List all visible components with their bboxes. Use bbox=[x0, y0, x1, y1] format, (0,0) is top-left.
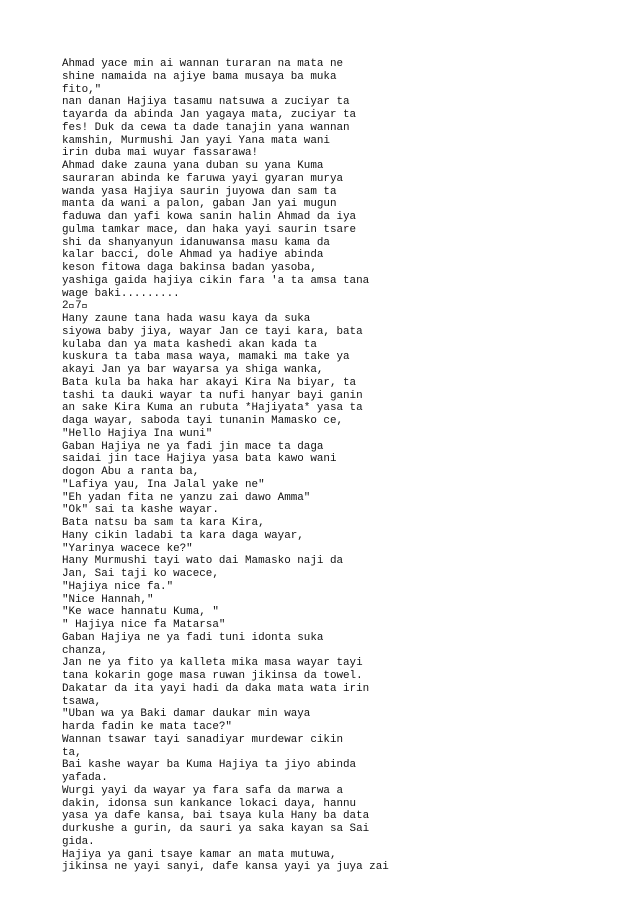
text-line: kamshin, Murmushi Jan yayi Yana mata wani bbox=[62, 134, 330, 147]
text-line: tana kokarin goge masa ruwan jikinsa da towel. bbox=[62, 670, 363, 682]
text-line: "Yarinya wacece ke?" bbox=[62, 542, 193, 555]
text-line: Wannan tsawar tayi sanadiyar murdewar cikin bbox=[62, 733, 344, 746]
text-line: Gaban Hajiya ne ya fadi jin mace ta daga bbox=[62, 440, 324, 453]
text-line: "Ok" sai ta kashe wayar. bbox=[62, 504, 219, 517]
text-line: gulma tamkar mace, dan haka yayi saurin tsare bbox=[62, 223, 357, 236]
text-line: sauraran abinda ke faruwa yayi gyaran murya bbox=[62, 172, 344, 185]
text-line: shine namaida na ajiye bama musaya ba muka bbox=[62, 70, 337, 83]
text-line: an sake Kira Kuma an rubuta *Hajiyata* yasa ta bbox=[62, 402, 363, 415]
text-line: Hany cikin ladabi ta kara daga wayar, bbox=[62, 529, 304, 542]
text-line: 2⃣7⃣ bbox=[62, 300, 89, 313]
text-line: wage baki......... bbox=[62, 287, 180, 300]
text-line: jikinsa ne yayi sanyi, dafe kansa yayi ya juya zai bbox=[62, 861, 389, 874]
text-line: dakin, idonsa sun kankance lokaci daya, hannu bbox=[62, 797, 357, 810]
text-line: dogon Abu a ranta ba, bbox=[62, 466, 200, 478]
text-line: wanda yasa Hajiya saurin juyowa dan sam ta bbox=[62, 185, 337, 198]
text-line: Gaban Hajiya ne ya fadi tuni idonta suka bbox=[62, 631, 324, 644]
text-line: Bata kula ba haka har akayi Kira Na biyar, ta bbox=[62, 376, 357, 389]
text-line: "Nice Hannah," bbox=[62, 593, 154, 606]
text-line: Wurgi yayi da wayar ya fara safa da marwa a bbox=[62, 784, 344, 797]
text-line: saidai jin tace Hajiya yasa bata kawo wani bbox=[62, 453, 337, 466]
text-line: "Ke wace hannatu Kuma, " bbox=[62, 606, 219, 619]
text-line: "Hello Hajiya Ina wuni" bbox=[62, 427, 213, 440]
text-line: manta da wani a palon, gaban Jan yai mugun bbox=[62, 198, 337, 211]
text-line: Hajiya ya gani tsaye kamar an mata mutuwa, bbox=[62, 848, 337, 861]
text-line: akayi Jan ya bar wayarsa ya shiga wanka, bbox=[62, 364, 324, 376]
text-line: faduwa dan yafi kowa sanin halin Ahmad da iya bbox=[62, 211, 357, 223]
text-line: "Uban wa ya Baki damar daukar min waya bbox=[62, 708, 311, 721]
text-line: kuskura ta taba masa waya, mamaki ma take ya bbox=[62, 351, 350, 364]
text-line: Bai kashe wayar ba Kuma Hajiya ta jiyo abinda bbox=[62, 759, 357, 772]
text-line: ta, bbox=[62, 746, 82, 759]
story-text bbox=[62, 58, 622, 874]
text-line: Dakatar da ita yayi hadi da daka mata wata irin bbox=[62, 682, 370, 695]
text-line: daga wayar, saboda tayi tunanin Mamasko ce, bbox=[62, 415, 344, 427]
text-line: "Hajiya nice fa." bbox=[62, 580, 174, 593]
text-line: Jan ne ya fito ya kalleta mika masa wayar tayi bbox=[62, 657, 363, 670]
text-line: siyowa baby jiya, wayar Jan ce tayi kara, bata bbox=[62, 325, 363, 338]
text-line: Bata natsu ba sam ta kara Kira, bbox=[62, 517, 265, 529]
text-line: harda fadin ke mata tace?" bbox=[62, 721, 232, 733]
text-line: "Lafiya yau, Ina Jalal yake ne" bbox=[62, 478, 265, 491]
text-line: tsawa, bbox=[62, 695, 102, 708]
text-line: tayarda da abinda Jan yagaya mata, zuciyar ta bbox=[62, 109, 357, 121]
text-line: Hany Murmushi tayi wato dai Mamasko naji da bbox=[62, 555, 344, 568]
text-line: Jan, Sai taji ko wacece, bbox=[62, 568, 219, 580]
text-line: kalar bacci, dole Ahmad ya hadiye abinda bbox=[62, 249, 324, 262]
text-line: Ahmad dake zauna yana duban su yana Kuma bbox=[62, 160, 324, 172]
text-line: "Eh yadan fita ne yanzu zai dawo Amma" bbox=[62, 491, 311, 504]
text-line: durkushe a gurin, da sauri ya saka kayan sa Sai bbox=[62, 823, 370, 835]
text-line: kulaba dan ya mata kashedi akan kada ta bbox=[62, 338, 317, 351]
text-line: keson fitowa daga bakinsa badan yasoba, bbox=[62, 262, 317, 274]
text-line: yafada. bbox=[62, 772, 108, 784]
text-line: yasa ya dafe kansa, bai tsaya kula Hany ba data bbox=[62, 810, 370, 823]
text-line: " Hajiya nice fa Matarsa" bbox=[62, 619, 226, 631]
text-line: fito," bbox=[62, 83, 102, 96]
text-line: fes! Duk da cewa ta dade tanajin yana wannan bbox=[62, 121, 350, 134]
text-line: chanza, bbox=[62, 644, 108, 657]
text-line: nan danan Hajiya tasamu natsuwa a zuciyar ta bbox=[62, 96, 350, 109]
text-line: Hany zaune tana hada wasu kaya da suka bbox=[62, 313, 311, 325]
text-line: tashi ta dauki wayar ta nufi hanyar bayi ganin bbox=[62, 389, 363, 402]
text-line: shi da shanyanyun idanuwansa masu kama da bbox=[62, 236, 330, 249]
text-line: yashiga gaida hajiya cikin fara 'a ta amsa tana bbox=[62, 274, 370, 287]
text-line: gida. bbox=[62, 835, 95, 848]
text-line: irin duba mai wuyar fassarawa! bbox=[62, 147, 259, 160]
text-line: Ahmad yace min ai wannan turaran na mata ne bbox=[62, 58, 344, 70]
